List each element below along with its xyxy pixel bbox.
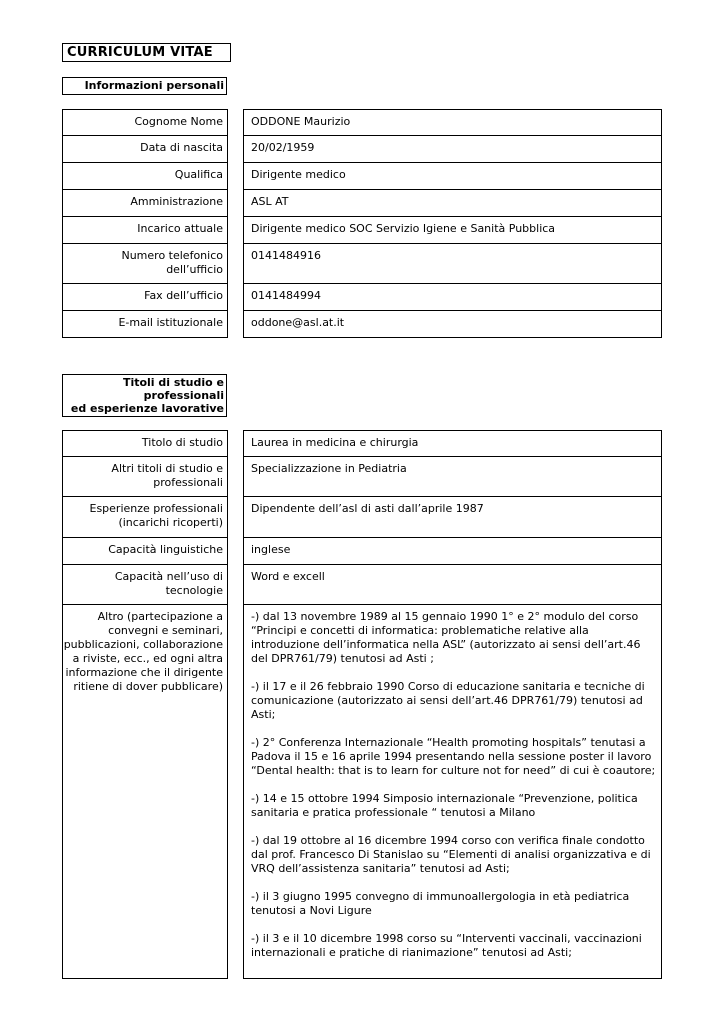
cv-title: CURRICULUM VITAE — [62, 43, 231, 62]
field-label: E-mail istituzionale — [62, 311, 228, 338]
field-label: Titolo di studio — [62, 430, 228, 457]
field-value: 0141484994 — [243, 284, 662, 311]
table-row — [62, 217, 662, 244]
field-label: Incarico attuale — [62, 217, 228, 244]
field-value: Word e excell — [243, 565, 662, 605]
field-value: Dipendente dell’asl di asti dall’aprile 1987 — [243, 497, 662, 538]
activity-item: -) dal 13 novembre 1989 al 15 gennaio 1990 1° e 2° modulo del corso “Principi e concetti di informatica: problematiche relative alla introduzione dell’informatica nella ASL” (autorizzato ai sensi dell’art.46 del DPR761/79) tenutosi ad Asti ; — [251, 610, 641, 665]
table-row — [62, 605, 662, 979]
activity-item: -) 2° Conferenza Internazionale “Health promoting hospitals” tenutasi a Padova il 15 e 16 aprile 1994 presentando nella sessione poster il lavoro “Dental health: that is to learn for culture not for need” di cui è coautore; — [251, 736, 656, 777]
field-value: Specializzazione in Pediatria — [243, 457, 662, 497]
education-heading-line: ed esperienze lavorative — [70, 402, 224, 415]
education-heading-line: professionali — [143, 389, 224, 402]
field-label: Esperienze professionali (incarichi ricoperti) — [62, 497, 228, 538]
table-row — [62, 311, 662, 338]
field-label: Altro (partecipazione a convegni e seminari, pubblicazioni, collaborazione a riviste, ecc., ed ogni altra informazione che il dirigente ritiene di dover pubblicare) — [62, 605, 228, 979]
field-value: ASL AT — [243, 190, 662, 217]
field-value: Dirigente medico — [243, 163, 662, 190]
field-value: 0141484916 — [243, 244, 662, 284]
field-value: oddone@asl.at.it — [243, 311, 662, 338]
table-row — [62, 430, 662, 457]
field-label: Altri titoli di studio e professionali — [62, 457, 228, 497]
field-value: Dirigente medico SOC Servizio Igiene e Sanità Pubblica — [243, 217, 662, 244]
personal-info-heading: Informazioni personali — [62, 77, 227, 95]
field-label: Capacità linguistiche — [62, 538, 228, 565]
field-label: Cognome Nome — [62, 109, 228, 136]
table-row — [62, 190, 662, 217]
table-row — [62, 565, 662, 605]
field-label: Fax dell’ufficio — [62, 284, 228, 311]
field-label: Numero telefonico dell’ufficio — [62, 244, 228, 284]
activity-item: -) il 3 giugno 1995 convegno di immunoallergologia in età pediatrica tenutosi a Novi Ligure — [251, 890, 630, 917]
field-value: inglese — [243, 538, 662, 565]
field-label: Amministrazione — [62, 190, 228, 217]
table-row — [62, 136, 662, 163]
field-value: 20/02/1959 — [243, 136, 662, 163]
education-heading-line: Titoli di studio e — [122, 376, 224, 389]
other-info-value — [243, 605, 662, 979]
activity-item: -) dal 19 ottobre al 16 dicembre 1994 corso con verifica finale condotto dal prof. Francesco Di Stanislao su “Elementi di analisi organizzativa e di VRQ dell’assistenza sanitaria” tenutosi ad Asti; — [251, 834, 651, 875]
table-row — [62, 109, 662, 136]
education-table — [62, 430, 662, 979]
personal-info-table — [62, 109, 662, 338]
table-row — [62, 244, 662, 284]
table-row — [62, 284, 662, 311]
education-heading — [62, 374, 227, 417]
field-value: ODDONE Maurizio — [243, 109, 662, 136]
field-label: Capacità nell’uso di tecnologie — [62, 565, 228, 605]
table-row — [62, 457, 662, 497]
activity-item: -) 14 e 15 ottobre 1994 Simposio internazionale “Prevenzione, politica sanitaria e pratica professionale “ tenutosi a Milano — [251, 792, 638, 819]
activity-item: -) il 17 e il 26 febbraio 1990 Corso di educazione sanitaria e tecniche di comunicazione (autorizzato ai sensi dell’art.46 DPR761/79) tenutosi ad Asti; — [251, 680, 645, 721]
field-value: Laurea in medicina e chirurgia — [243, 430, 662, 457]
table-row — [62, 538, 662, 565]
table-row — [62, 163, 662, 190]
table-row — [62, 497, 662, 538]
activity-item: -) il 3 e il 10 dicembre 1998 corso su “Interventi vaccinali, vaccinazioni internazionali e pratiche di rianimazione” tenutosi ad Asti; — [251, 932, 642, 959]
field-label: Qualifica — [62, 163, 228, 190]
field-label: Data di nascita — [62, 136, 228, 163]
